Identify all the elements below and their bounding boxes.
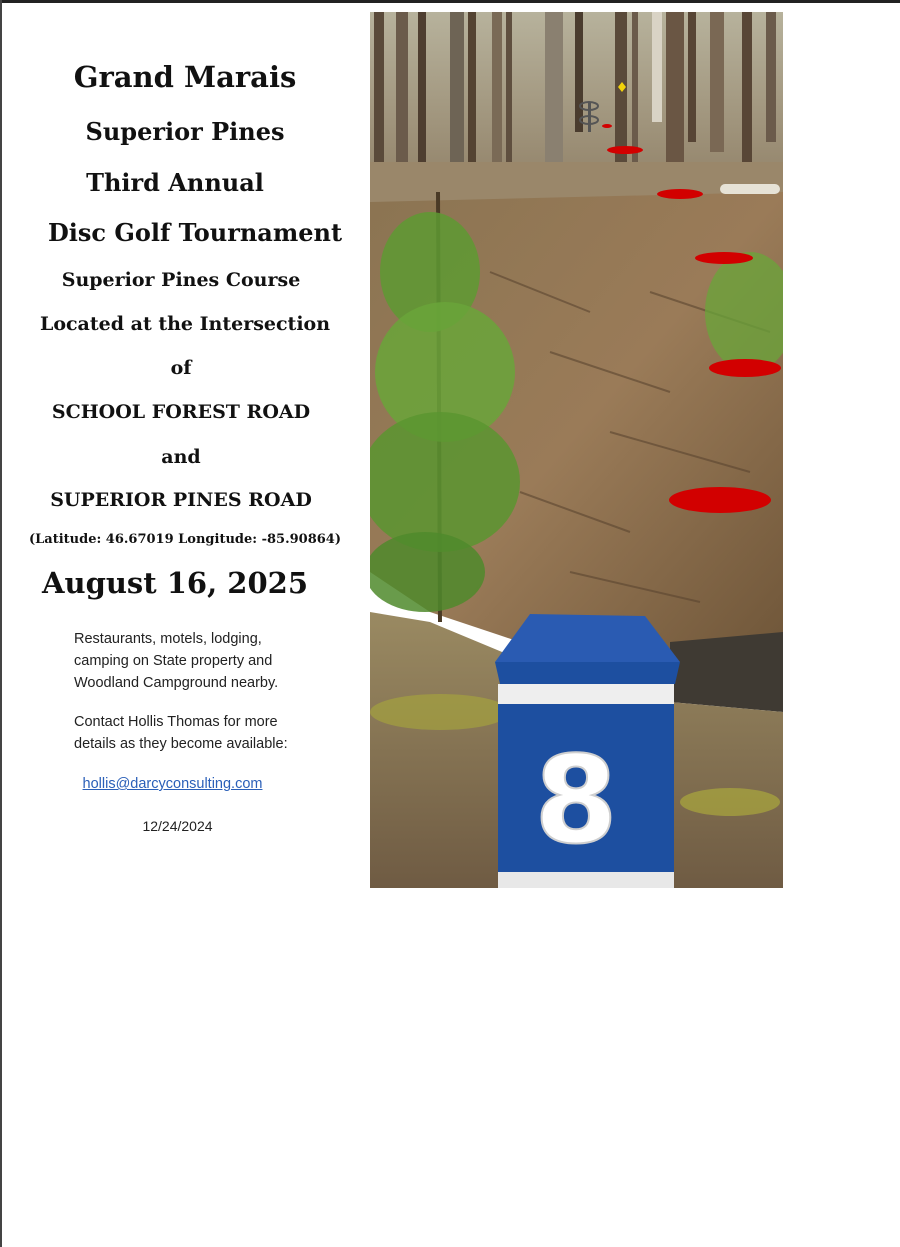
location-intro: Located at the Intersection <box>39 313 331 335</box>
moss-patch-right <box>680 788 780 816</box>
road-school-forest: SCHOOL FOREST ROAD <box>51 401 311 423</box>
hole-number-label: 8 <box>534 732 618 871</box>
contact-line-1: Contact Hollis Thomas for more <box>74 714 278 730</box>
location-and: and <box>161 446 201 468</box>
lodging-line-3: Woodland Campground nearby. <box>74 675 279 691</box>
title-superior-pines: Superior Pines <box>85 117 285 146</box>
course-photo <box>370 12 783 888</box>
moss-patch <box>370 694 510 730</box>
contact-info <box>74 711 364 755</box>
road-superior-pines: SUPERIOR PINES ROAD <box>50 489 312 511</box>
title-third-annual: Third Annual <box>86 168 264 197</box>
contact-line-2: details as they become available: <box>74 736 288 752</box>
title-grand-marais: Grand Marais <box>73 60 297 94</box>
creek-water <box>670 632 783 712</box>
location-of: of <box>170 357 192 379</box>
lodging-line-2: camping on State property and <box>74 653 273 669</box>
fallen-log <box>720 184 780 194</box>
title-disc-golf-tournament: Disc Golf Tournament <box>47 218 343 247</box>
posted-date: 12/24/2024 <box>142 818 213 834</box>
top-border-line <box>0 0 900 3</box>
lodging-info <box>74 628 364 694</box>
course-name: Superior Pines Course <box>61 269 301 291</box>
gps-coordinates: (Latitude: 46.67019 Longitude: -85.90864) <box>29 532 341 547</box>
lodging-line-1: Restaurants, motels, lodging, <box>74 631 262 647</box>
contact-email-link[interactable]: hollis@darcyconsulting.com <box>82 776 263 792</box>
event-date: August 16, 2025 <box>41 566 309 600</box>
